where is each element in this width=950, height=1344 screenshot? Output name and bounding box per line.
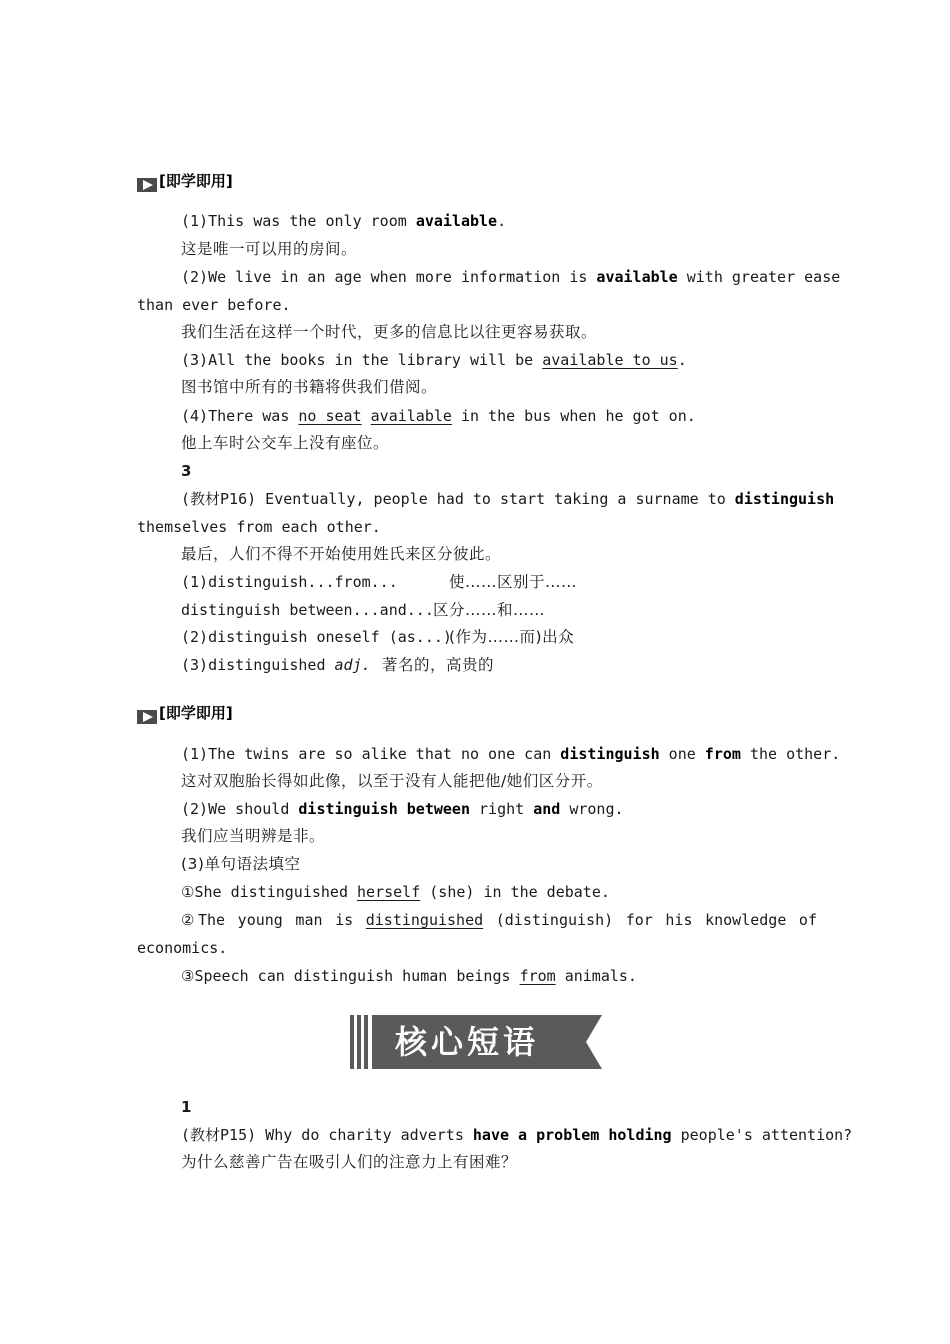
practice-header-label: [即学即用] <box>159 172 233 190</box>
usage-3: (2)distinguish oneself (as...) (作为……而)出众 <box>181 628 575 646</box>
practice-translation-2: 我们应当明辨是非。 <box>181 827 326 845</box>
phrase-translation: 为什么慈善广告在吸引人们的注意力上有困难？ <box>181 1153 518 1171</box>
example-2: (2)We live in an age when more information is available with greater ease <box>181 268 841 286</box>
practice-header-label: [即学即用] <box>159 704 233 722</box>
translation-1: 这是唯一可以用的房间。 <box>181 240 358 258</box>
example-3: (3)All the books in the library will be available to us. <box>181 351 687 369</box>
play-icon <box>137 174 157 188</box>
practice-example-1: (1)The twins are so alike that no one can distinguish one from the other. <box>181 745 841 763</box>
translation-2: 我们生活在这样一个时代，更多的信息比以往更容易获取。 <box>181 323 598 341</box>
practice-example-2: (2)We should distinguish between right and wrong. <box>181 800 624 818</box>
usage-1: (1)distinguish...from... 使……区别于…… <box>181 573 578 591</box>
play-icon <box>137 706 157 720</box>
phrase-number: 1 <box>181 1098 192 1116</box>
usage-2: distinguish between...and... 区分……和…… <box>181 601 546 619</box>
example-2-cont: than ever before. <box>137 296 291 314</box>
fill-in-title: (3)单句语法填空 <box>181 855 301 873</box>
practice-header-1 <box>137 168 233 194</box>
practice-translation-1: 这对双胞胎长得如此像，以至于没有人能把他/她们区分开。 <box>181 772 603 790</box>
usage-4: (3)distinguished adj. 著名的，高贵的 <box>181 656 495 674</box>
practice-header-2 <box>137 700 233 726</box>
source-sentence: (教材P16) Eventually, people had to start taking a surname to distinguish <box>181 490 835 508</box>
source-translation: 最后，人们不得不开始使用姓氏来区分彼此。 <box>181 545 502 563</box>
word-number: 3 <box>181 462 192 480</box>
source-sentence-cont: themselves from each other. <box>137 518 381 536</box>
fill-in-2: ②The young man is distinguished (distinguish) for his knowledge of <box>181 911 817 929</box>
fill-in-3: ③Speech can distinguish human beings from animals. <box>181 967 637 985</box>
banner-title: 核心短语 <box>394 1023 539 1061</box>
translation-4: 他上车时公交车上没有座位。 <box>181 434 390 452</box>
translation-3: 图书馆中所有的书籍将供我们借阅。 <box>181 378 438 396</box>
fill-in-2-cont: economics. <box>137 939 228 957</box>
phrase-source: (教材P15) Why do charity adverts have a problem holding people's attention? <box>181 1126 853 1144</box>
example-1: (1)This was the only room available. <box>181 212 507 230</box>
fill-in-1: ①She distinguished herself (she) in the debate. <box>181 883 610 901</box>
example-4: (4)There was no seat available in the bus when he got on. <box>181 407 696 425</box>
